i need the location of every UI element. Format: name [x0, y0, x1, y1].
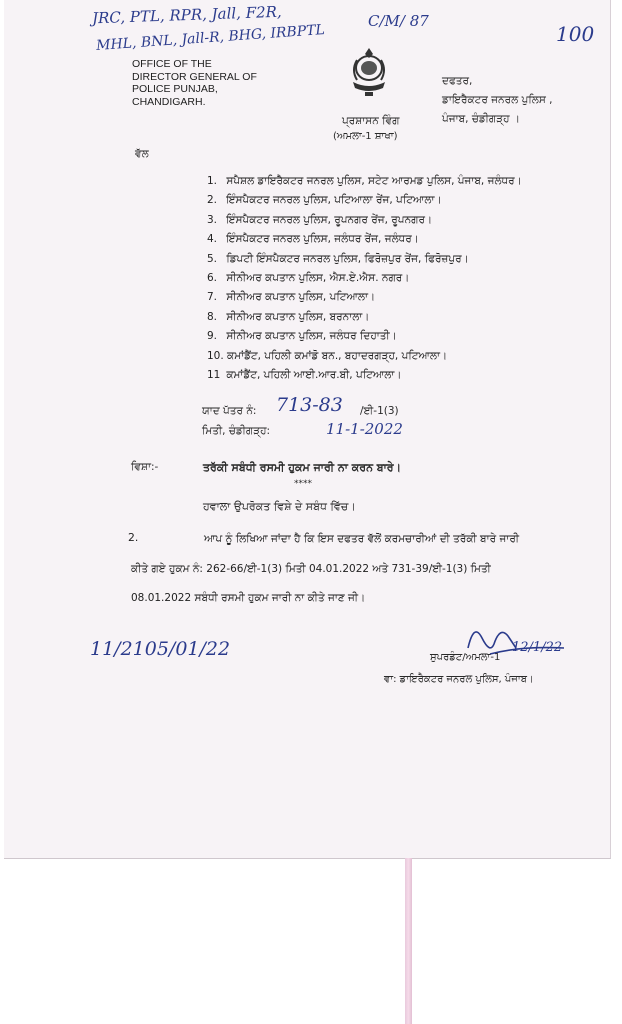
memo-date-label: ਮਿਤੀ, ਚੰਡੀਗੜ੍ਹ:: [202, 425, 271, 437]
header-left-line: POLICE PUNJAB,: [132, 83, 218, 95]
recipient-text: ਸੀਨੀਅਰ ਕਪਤਾਨ ਪੁਲਿਸ, ਐਸ.ਏ.ਐਸ. ਨਗਰ।: [226, 271, 410, 284]
list-item: [207, 250, 522, 269]
subject-stars: ****: [294, 479, 312, 489]
list-item: [207, 172, 522, 191]
recipient-text: ਡਿਪਟੀ ਇੰਸਪੈਕਟਰ ਜਨਰਲ ਪੁਲਿਸ, ਫਿਰੋਜ਼ਪੁਰ ਰੇਂਜ, ਫਿਰੋਜ਼ਪੁਰ।: [226, 252, 469, 265]
recipient-number: 2.: [207, 194, 218, 207]
header-left-line: CHANDIGARH.: [132, 95, 206, 108]
recipient-number: 4.: [207, 233, 218, 246]
memo-number-handwritten: 713-83: [276, 394, 343, 416]
recipient-text: ਕਮਾਂਡੈਂਟ, ਪਹਿਲੀ ਕਮਾਂਡੋ ਬਨ., ਬਹਾਦਰਗੜ੍ਹ, ਪਟਿਆਲਾ।: [227, 349, 448, 362]
signature-designation: ਸੁਪਰਡੰਟ/ਅਮਲਾ-1: [430, 652, 501, 663]
to-label: ਵੱਲ: [135, 148, 149, 160]
body-line-2: ਕੀਤੇ ਗਏ ਹੁਕਮ ਨੰ: 262-66/ਈ-1(3) ਮਿਤੀ 04.01.2022 ਅਤੇ 731-39/ਈ-1(3) ਮਿਤੀ: [131, 563, 491, 575]
recipient-number: 11: [207, 368, 221, 381]
subject-label: ਵਿਸ਼ਾ:-: [131, 461, 159, 473]
recipient-number: 1.: [207, 175, 218, 187]
handwritten-top-mark: C/M/ 87: [368, 12, 429, 30]
recipient-number: 7.: [207, 291, 218, 304]
list-item: [207, 211, 522, 230]
list-item: [207, 191, 522, 210]
list-item: [207, 347, 522, 366]
header-left-line: OFFICE OF THE: [132, 58, 212, 70]
handwritten-distribution-line2: MHL, BNL, Jall-R, BHG, IRBPTL: [95, 22, 326, 54]
handwritten-distribution-line1: JRC, PTL, RPR, Jall, F2R,: [91, 2, 282, 28]
body-line-3: 08.01.2022 ਸਬੰਧੀ ਰਸਮੀ ਹੁਕਮ ਜਾਰੀ ਨਾ ਕੀਤੇ ਜਾਣ ਜੀ।: [131, 592, 366, 604]
reference-text: ਹਵਾਲਾ ਉਪਰੋਕਤ ਵਿਸ਼ੇ ਦੇ ਸਬੰਧ ਵਿੱਚ।: [203, 500, 356, 513]
header-right-line: ਪੰਜਾਬ, ਚੰਡੀਗੜ੍ਹ ।: [442, 113, 520, 125]
header-right-line: ਡਾਇਰੈਕਟਰ ਜਨਰਲ ਪੁਲਿਸ ,: [442, 94, 553, 106]
recipient-text: ਸੀਨੀਅਰ ਕਪਤਾਨ ਪੁਲਿਸ, ਜਲੰਧਰ ਦਿਹਾਤੀ।: [226, 330, 397, 343]
punjab-police-emblem-icon: [347, 46, 391, 106]
body-line-1: ਆਪ ਨੂੰ ਲਿਖਿਆ ਜਾਂਦਾ ਹੈ ਕਿ ਇਸ ਦਫਤਰ ਵੱਲੋਂ ਕਰਮਚਾਰੀਆਂ ਦੀ ਤਰੱਕੀ ਬਾਰੇ ਜਾਰੀ: [204, 533, 519, 545]
header-left-line: DIRECTOR GENERAL OF: [132, 70, 257, 83]
recipient-text: ਇੰਸਪੈਕਟਰ ਜਨਰਲ ਪੁਲਿਸ, ਰੂਪਨਗਰ ਰੇਂਜ, ਰੂਪਨਗਰ।: [226, 213, 433, 226]
header-right: [442, 72, 553, 129]
subject-text: ਤਰੱਕੀ ਸਬੰਧੀ ਰਸਮੀ ਹੁਕਮ ਜਾਰੀ ਨਾ ਕਰਨ ਬਾਰੇ।: [203, 461, 402, 474]
recipient-text: ਇੰਸਪੈਕਟਰ ਜਨਰਲ ਪੁਲਿਸ, ਜਲੰਧਰ ਰੇਂਜ, ਜਲੰਧਰ।: [226, 233, 419, 246]
header-left: [132, 58, 257, 108]
list-item: [207, 327, 522, 346]
recipient-text: ਸੀਨੀਅਰ ਕਪਤਾਨ ਪੁਲਿਸ, ਪਟਿਆਲਾ।: [226, 291, 376, 304]
recipient-number: 6.: [207, 271, 218, 284]
memo-date-handwritten: 11-1-2022: [326, 420, 403, 438]
header-right-line: ਦਫਤਰ,: [442, 75, 473, 87]
recipient-number: 3.: [207, 213, 218, 226]
recipient-text: ਕਮਾਂਡੈਂਟ, ਪਹਿਲੀ ਆਈ.ਆਰ.ਬੀ, ਪਟਿਆਲਾ।: [226, 368, 402, 381]
list-item: [207, 230, 522, 249]
branch-title: (ਅਮਲਾ-1 ਸ਼ਾਖਾ): [333, 131, 398, 142]
list-item: [207, 288, 522, 307]
signature-for: ਵਾ: ਡਾਇਰੈਕਟਰ ਜਨਰਲ ਪੁਲਿਸ, ਪੰਜਾਬ।: [384, 674, 534, 685]
recipient-number: 9.: [207, 330, 218, 343]
signature-initials-date: 12/1/22: [512, 640, 563, 655]
recipient-text: ਇੰਸਪੈਕਟਰ ਜਨਰਲ ਪੁਲਿਸ, ਪਟਿਆਲਾ ਰੇਂਜ, ਪਟਿਆਲਾ।: [226, 194, 442, 207]
recipient-number: 8.: [207, 310, 218, 323]
recipient-text: ਸਪੈਸ਼ਲ ਡਾਇਰੈਕਟਰ ਜਨਰਲ ਪੁਲਿਸ, ਸਟੇਟ ਆਰਮਡ ਪੁਲਿਸ, ਪੰਜਾਬ, ਜਲੰਧਰ।: [226, 175, 522, 187]
recipient-number: 5.: [207, 252, 218, 265]
recipient-list: [207, 172, 522, 385]
wing-title: ਪ੍ਰਸ਼ਾਸਨ ਵਿੰਗ: [342, 115, 400, 127]
paragraph-number: 2.: [128, 531, 139, 544]
list-item: [207, 308, 522, 327]
memo-number-suffix: /ਈ-1(3): [360, 405, 399, 417]
list-item: [207, 366, 522, 385]
list-item: [207, 269, 522, 288]
recipient-text: ਸੀਨੀਅਰ ਕਪਤਾਨ ਪੁਲਿਸ, ਬਰਨਾਲਾ।: [226, 310, 370, 323]
recipient-number: 10.: [207, 349, 224, 362]
background-stick: [405, 858, 412, 1024]
handwritten-number: 100: [556, 22, 595, 46]
memo-number-label: ਯਾਦ ਪੱਤਰ ਨੰ:: [202, 405, 257, 417]
letter-page: [4, 0, 611, 859]
handwritten-side-date: 11/2105/01/22: [90, 638, 231, 660]
